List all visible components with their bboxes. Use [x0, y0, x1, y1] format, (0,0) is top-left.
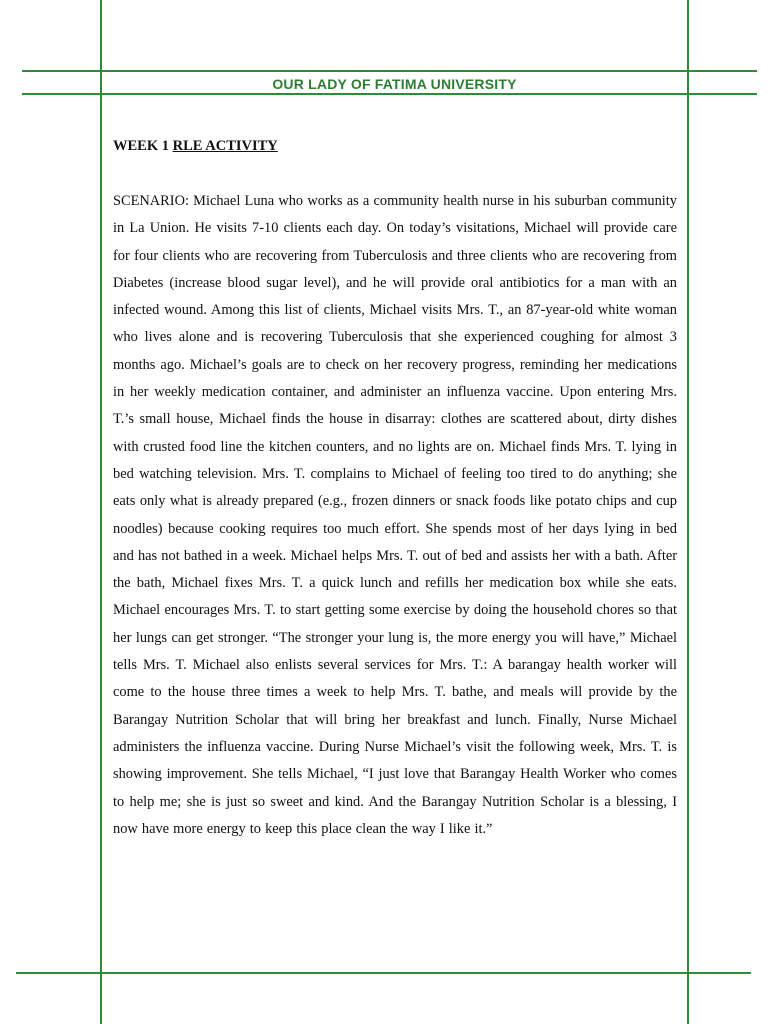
header-bottom-rule [22, 93, 757, 95]
activity-title: RLE ACTIVITY [172, 138, 278, 154]
left-margin-line [100, 0, 102, 1024]
scenario-paragraph: SCENARIO: Michael Luna who works as a community health nurse in his suburban community in La Union. He visits 7-10 clients each day. On today’s visitations, Michael will provide care for four clients who are recovering from Tuberculosis and three clients who are recovering from Diabetes (increase blood sugar level), and he will provide oral antibiotics for a man with an infected wound. Among this list of clients, Michael visits Mrs. T., an 87-year-old white woman who lives alone and is recovering Tuberculosis that she experienced coughing for almost 3 months ago. Michael’s goals are to check on her recovery progress, reminding her medications in her weekly medication container, and administer an influenza vaccine. Upon entering Mrs. T.’s small house, Michael finds the house in disarray: clothes are scattered about, dirty dishes with crusted food line the kitchen counters, and no lights are on. Michael finds Mrs. T. lying in bed watching television. Mrs. T. complains to Michael of feeling too tired to do anything; she eats only what is already prepared (e.g., frozen dinners or snack foods like potato chips and cup noodles) because cooking requires too much effort. She spends most of her days lying in bed and has not bathed in a week. Michael helps Mrs. T. out of bed and assists her with a bath. After the bath, Michael fixes Mrs. T. a quick lunch and refills her medication box while she eats. Michael encourages Mrs. T. to start getting some exercise by doing the household chores so that her lungs can get stronger. “The stronger your lung is, the more energy you will have,” Michael tells Mrs. T. Michael also enlists several services for Mrs. T.: A barangay health worker will come to the house three times a week to help Mrs. T. bathe, and meals will provide by the Barangay Nutrition Scholar that will bring her breakfast and lunch. Finally, Nurse Michael administers the influenza vaccine. During Nurse Michael’s visit the following week, Mrs. T. is showing improvement. She tells Michael, “I just love that Barangay Health Worker who comes to help me; she is just so sweet and kind. And the Barangay Nutrition Scholar is a blessing, I now have more energy to keep this place clean the way I like it.” [113, 193, 677, 837]
activity-heading [113, 138, 278, 155]
university-title: OUR LADY OF FATIMA UNIVERSITY [272, 76, 517, 92]
footer-rule [16, 972, 751, 974]
header-top-rule [22, 70, 757, 72]
week-label: WEEK 1 [113, 138, 169, 154]
right-margin-line [687, 0, 689, 1024]
